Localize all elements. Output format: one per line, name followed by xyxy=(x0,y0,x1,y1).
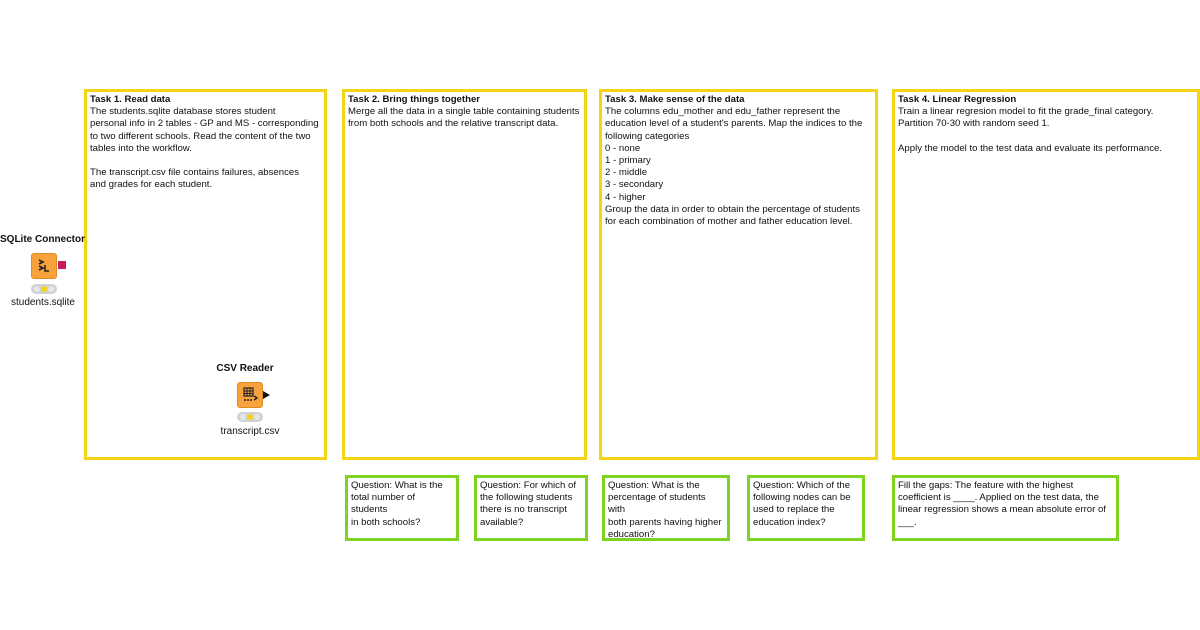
task-2-title: Task 2. Bring things together xyxy=(348,94,481,105)
task-1-title: Task 1. Read data xyxy=(90,94,171,105)
status-light-yellow xyxy=(41,286,47,292)
status-light-green xyxy=(48,286,54,292)
question-3-annotation[interactable]: Question: What is the percentage of students with both parents having higher education? xyxy=(602,475,730,541)
status-light-green xyxy=(254,414,260,420)
database-output-port[interactable] xyxy=(58,261,66,269)
task-4-title: Task 4. Linear Regression xyxy=(898,94,1017,105)
node-status-indicator xyxy=(31,284,57,294)
csv-reader-node[interactable] xyxy=(210,363,290,443)
status-light-red xyxy=(34,286,40,292)
task-4-body: Train a linear regresion model to fit the grade_final category. Partition 70-30 with random seed 1. Apply the model to the test data and evaluate its performance. xyxy=(898,106,1162,154)
sqlite-connector-name: SQLite Connector xyxy=(0,234,86,245)
task-2-annotation[interactable] xyxy=(342,89,587,460)
sqlite-connector-label[interactable]: students.sqlite xyxy=(11,297,75,308)
node-status-indicator xyxy=(237,412,263,422)
table-output-port[interactable] xyxy=(263,391,270,399)
status-light-red xyxy=(240,414,246,420)
table-reader-icon[interactable] xyxy=(237,382,263,408)
task-3-annotation[interactable] xyxy=(599,89,878,460)
sqlite-connector-node[interactable] xyxy=(0,234,88,314)
task-3-body: The columns edu_mother and edu_father represent the education level of a student's parents. Map the indices to the following categories 0 - none 1 - primary 2 - middle 3 - secondary 4 - higher Group the data in order to obtain the percentage of students for each combination of mother and father education level. xyxy=(605,106,863,228)
status-light-yellow xyxy=(247,414,253,420)
task-2-body: Merge all the data in a single table containing students from both schools and the relative transcript data. xyxy=(348,106,580,130)
question-4-annotation[interactable]: Question: Which of the following nodes can be used to replace the education index? xyxy=(747,475,865,541)
csv-reader-label[interactable]: transcript.csv xyxy=(220,426,280,437)
task-1-annotation[interactable] xyxy=(84,89,327,460)
task-1-body: The students.sqlite database stores student personal info in 2 tables - GP and MS - corresponding to two different schools. Read the content of the two tables into the workflow. The transcript.csv file contains failures, absences and grades for each student. xyxy=(90,106,319,191)
task-4-annotation[interactable] xyxy=(892,89,1200,460)
question-1-annotation[interactable]: Question: What is the total number of students in both schools? xyxy=(345,475,459,541)
csv-reader-name: CSV Reader xyxy=(216,363,274,374)
question-5-annotation[interactable]: Fill the gaps: The feature with the highest coefficient is ____. Applied on the test data, the linear regression shows a mean absolute error of ___. xyxy=(892,475,1119,541)
question-2-annotation[interactable]: Question: For which of the following students there is no transcript available? xyxy=(474,475,588,541)
database-connector-icon[interactable] xyxy=(31,253,57,279)
task-3-title: Task 3. Make sense of the data xyxy=(605,94,745,105)
